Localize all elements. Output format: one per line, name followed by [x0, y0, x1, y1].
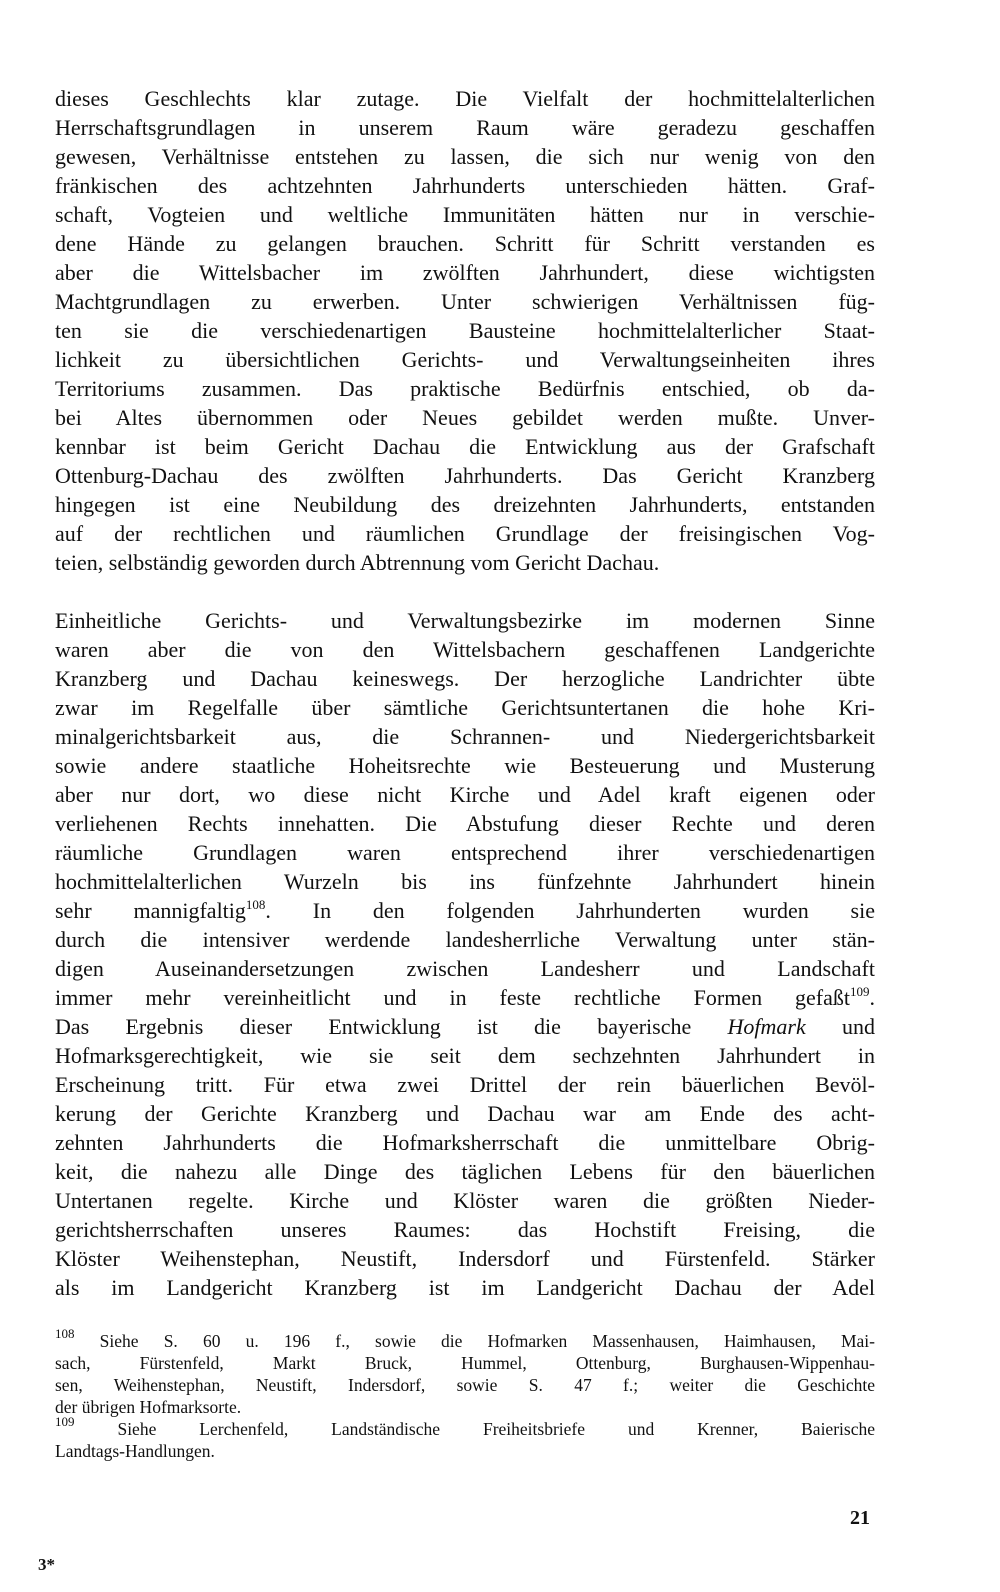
- text-line: aber nur dort, wo diese nicht Kirche und Adel kraft eigenen oder: [55, 782, 875, 807]
- text-line: hochmittelalterlichen Wurzeln bis ins fünfzehnte Jahrhundert hinein: [55, 869, 875, 894]
- footnote-line: Landtags-Handlungen.: [55, 1441, 215, 1461]
- footnote-line: sach, Fürstenfeld, Markt Bruck, Hummel, Ottenburg, Burghausen-Wippenhau-: [55, 1353, 875, 1373]
- text-segment: . In den folgenden Jahrhunderten wurden sie: [265, 898, 875, 923]
- text-line: Territoriums zusammen. Das praktische Bedürfnis entschied, ob da-: [55, 376, 875, 401]
- text-line: teien, selbständig geworden durch Abtrennung vom Gericht Dachau.: [55, 550, 660, 575]
- footnote-ref-108: 108: [245, 897, 266, 912]
- text-line: zehnten Jahrhunderts die Hofmarksherrschaft die unmittelbare Obrig-: [55, 1130, 875, 1155]
- text-line: kennbar ist beim Gericht Dachau die Entwicklung aus der Grafschaft: [55, 434, 875, 459]
- footnote-line: der übrigen Hofmarksorte.: [55, 1397, 242, 1417]
- text-line: Klöster Weihenstephan, Neustift, Indersdorf und Fürstenfeld. Stärker: [55, 1246, 875, 1271]
- text-line: Herrschaftsgrundlagen in unserem Raum wäre geradezu geschaffen: [55, 115, 875, 140]
- text-line: keit, die nahezu alle Dinge des täglichen Lebens für den bäuerlichen: [55, 1159, 875, 1184]
- text-line: dieses Geschlechts klar zutage. Die Vielfalt der hochmittelalterlichen: [55, 86, 875, 111]
- text-line: als im Landgericht Kranzberg ist im Landgericht Dachau der Adel: [55, 1275, 875, 1300]
- text-line: lichkeit zu übersichtlichen Gerichts- und Verwaltungseinheiten ihres: [55, 347, 875, 372]
- text-line: Hofmarksgerechtigkeit, wie sie seit dem sechzehnten Jahrhundert in: [55, 1043, 875, 1068]
- text-segment: immer mehr vereinheitlicht und in feste rechtliche Formen gefaßt: [55, 985, 850, 1010]
- text-line: gewesen, Verhältnisse entstehen zu lassen, die sich nur wenig von den: [55, 144, 875, 169]
- footnote-line: sen, Weihenstephan, Neustift, Indersdorf, sowie S. 47 f.; weiter die Geschichte: [55, 1375, 875, 1395]
- text-line: dene Hände zu gelangen brauchen. Schritt für Schritt verstanden es: [55, 231, 875, 256]
- italic-term-hofmark: Hofmark: [727, 1014, 806, 1039]
- footnote-number: 108: [55, 1326, 75, 1341]
- text-line: waren aber die von den Wittelsbachern geschaffenen Landgerichte: [55, 637, 875, 662]
- text-line: kerung der Gerichte Kranzberg und Dachau war am Ende des acht-: [55, 1101, 875, 1126]
- text-line: Kranzberg und Dachau keineswegs. Der herzogliche Landrichter übte: [55, 666, 875, 691]
- paragraph-1: [55, 84, 875, 577]
- text-line: auf der rechtlichen und räumlichen Grundlage der freisingischen Vog-: [55, 521, 875, 546]
- page-number: 21: [850, 1507, 870, 1529]
- text-line: ten sie die verschiedenartigen Bausteine hochmittelalterlicher Staat-: [55, 318, 875, 343]
- text-segment: Das Ergebnis dieser Entwicklung ist die bayerische: [55, 1014, 728, 1039]
- footnotes: [55, 1326, 875, 1462]
- text-line: verliehenen Rechts innehatten. Die Abstufung dieser Rechte und deren: [55, 811, 875, 836]
- text-line: Untertanen regelte. Kirche und Klöster waren die größten Nieder-: [55, 1188, 875, 1213]
- signature-mark: 3*: [38, 1555, 55, 1574]
- text-line-with-footnote-108: [55, 896, 875, 925]
- footnote-line: [55, 1326, 875, 1352]
- text-line: Machtgrundlagen zu erwerben. Unter schwierigen Verhältnissen füg-: [55, 289, 875, 314]
- paragraph-2: [55, 606, 875, 1302]
- text-segment: sehr mannigfaltig: [55, 898, 246, 923]
- text-line: digen Auseinandersetzungen zwischen Landesherr und Landschaft: [55, 956, 875, 981]
- text-line-with-footnote-109: [55, 983, 875, 1012]
- text-line: fränkischen des achtzehnten Jahrhunderts unterschieden hätten. Graf-: [55, 173, 875, 198]
- text-line-with-italic: [55, 1012, 875, 1041]
- text-line: sowie andere staatliche Hoheitsrechte wie Besteuerung und Musterung: [55, 753, 875, 778]
- text-line: Ottenburg-Dachau des zwölften Jahrhunderts. Das Gericht Kranzberg: [55, 463, 875, 488]
- text-segment: und: [805, 1014, 876, 1039]
- text-line: minalgerichtsbarkeit aus, die Schrannen- und Niedergerichtsbarkeit: [55, 724, 875, 749]
- text-line: aber die Wittelsbacher im zwölften Jahrhundert, diese wichtigsten: [55, 260, 875, 285]
- footnote-text: Siehe Lerchenfeld, Landständische Freiheitsbriefe und Krenner, Baierische: [74, 1419, 875, 1439]
- text-line: räumliche Grundlagen waren entsprechend ihrer verschiedenartigen: [55, 840, 875, 865]
- text-segment: .: [869, 985, 875, 1010]
- text-line: Erscheinung tritt. Für etwa zwei Drittel der rein bäuerlichen Bevöl-: [55, 1072, 875, 1097]
- footnote-number: 109: [55, 1414, 75, 1429]
- text-line: durch die intensiver werdende landesherrliche Verwaltung unter stän-: [55, 927, 875, 952]
- footnote-109: [55, 1414, 875, 1462]
- text-line: Einheitliche Gerichts- und Verwaltungsbezirke im modernen Sinne: [55, 608, 875, 633]
- text-line: hingegen ist eine Neubildung des dreizehnten Jahrhunderts, entstanden: [55, 492, 875, 517]
- text-line: schaft, Vogteien und weltliche Immunitäten hätten nur in verschie-: [55, 202, 875, 227]
- footnote-108: [55, 1326, 875, 1418]
- text-line: zwar im Regelfalle über sämtliche Gerichtsuntertanen die hohe Kri-: [55, 695, 875, 720]
- text-line: gerichtsherrschaften unseres Raumes: das Hochstift Freising, die: [55, 1217, 875, 1242]
- footnote-ref-109: 109: [850, 984, 870, 999]
- footnote-line: [55, 1414, 875, 1440]
- footnote-text: Siehe S. 60 u. 196 f., sowie die Hofmarken Massenhausen, Haimhausen, Mai-: [74, 1331, 875, 1351]
- text-line: bei Altes übernommen oder Neues gebildet werden mußte. Unver-: [55, 405, 875, 430]
